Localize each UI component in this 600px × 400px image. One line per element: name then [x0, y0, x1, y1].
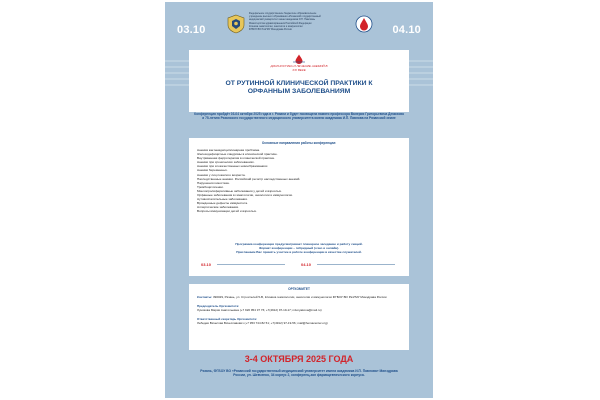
organizer-line: Федеральное государственное бюджетное образовательное: [249, 12, 317, 15]
secretary-text: Лебедев Вячеслав Вячеславович (+7 953 744 82 51; +7(4912) 97-19-56; mail@hemacenter.org): [197, 321, 328, 325]
intro-card: [189, 50, 409, 112]
contacts-label: Контакты:: [197, 295, 213, 299]
header-date-right: 04.10: [392, 24, 421, 36]
contacts-text: 390029, Рязань, ул. Строителей 5-В, Клиника гематологии, онкологии и иммунологии ФГБОУ ВО РязГМУ Минздрава России: [213, 295, 387, 299]
topics-date-right: 04.10: [301, 262, 312, 267]
topic-item: Наследственные анемии. Российский регистр наследственных анемий.: [197, 176, 301, 181]
conference-title: ОТ РУТИННОЙ КЛИНИЧЕСКОЙ ПРАКТИКИ К ОРФАННЫМ ЗАБОЛЕВАНИЯМ: [225, 80, 373, 96]
chair-label: Председатель Оргкомитета:: [197, 304, 240, 308]
event-venue: Рязань, ФГБОУ ВО «Рязанский государственный медицинский университет имени академика И.П. Павлова» Минздрава России, ул. Шевченко, 34 корпус 2, конференц-зал фармацевтического корпуса.: [200, 369, 398, 378]
clinic-logo-icon: [355, 14, 373, 34]
topics-card: [189, 138, 409, 276]
description-block: [189, 112, 409, 130]
topic-item: Миелопролиферативные заболевания у детей и взрослых.: [197, 188, 282, 193]
topic-item: Анемии у лиц пожилого возраста.: [197, 172, 246, 177]
logo-text: ДИАГНОСТИКА И ЛЕЧЕНИЕ АНЕМИЙ В XXI ВЕКЕ: [270, 64, 328, 72]
organizer-line: учреждение высшего образования «Рязанский государственный: [249, 15, 321, 19]
topic-item: Внутривенная ферротерапия в клинической практике.: [197, 156, 276, 161]
topic-item: Железодефицитные синдромы в клинической практике.: [197, 152, 278, 157]
topic-item: Анемии при хронических заболеваниях.: [197, 160, 255, 165]
secretary-label: Ответственный секретарь Оргкомитета:: [197, 317, 258, 321]
organizer-text: [249, 12, 351, 31]
topics-date-left: 03.10: [201, 262, 212, 267]
invitation-note: Приглашаем Вас принять участие в работе конференции в качестве слушателей.: [236, 250, 362, 255]
topic-item: Вопросы иммунизации детей и взрослых.: [197, 209, 257, 214]
topic-item: Тромбоцитопении.: [197, 184, 224, 189]
conference-poster: [165, 2, 433, 398]
organizer-line: медицинский университет имени академика И.П. Павлова»: [249, 18, 316, 22]
program-note: Программа конференции предусматривает пленарное заседание и работу секций.: [235, 242, 363, 246]
chair-text: Лунякова Мария Анатольевна (+7 920 954 37 76; +7(4912) 97-19-17; mlunyakova@mail.ru): [197, 308, 322, 312]
schedule-line-left: [217, 264, 285, 265]
topic-item: Врожденные дефекты иммунитета.: [197, 201, 248, 206]
schedule-line-right: [317, 264, 395, 265]
drop-logo-icon: [292, 54, 306, 64]
topic-item: Анемии при злокачественных новообразованиях.: [197, 164, 269, 169]
topics-heading: Основные направления работы конференции:: [261, 141, 337, 145]
committee-card: [189, 284, 409, 350]
format-note: Формат конференции – гибридный (очно и онлайн).: [258, 246, 340, 251]
topic-item: Анемия как междисциплинарная проблема.: [197, 148, 261, 152]
header-date-left: 03.10: [177, 24, 206, 36]
organizer-line: ФГБОУ ВО РязГМУ Минздрава России: [249, 28, 292, 32]
committee-heading: ОРГКОМИТЕТ: [288, 287, 310, 291]
topic-item: Нарушения гемостаза.: [197, 180, 230, 185]
topic-item: Аллергические заболевания.: [197, 205, 239, 210]
university-emblem-icon: [227, 14, 245, 34]
poster-header: [165, 2, 433, 46]
topic-item: Анемии беременных.: [197, 168, 228, 173]
topic-item: Орфанные заболевания в гематологии, онкологии и иммунологии.: [197, 193, 293, 198]
organizer-line: Клиника гематологии, онкологии и иммунологии: [249, 24, 303, 28]
event-dates: 3-4 ОКТЯБРЯ 2025 ГОДА: [244, 354, 354, 364]
conference-description: Конференция пройдёт 03-04 октября 2025 года в г. Рязани и будет посвящена памяти профессора Валерия Григорьевича Демихова и 75-летию Рязанского государственного медицинского университета имени академика И.П. Павлова на Рязанской земле: [194, 112, 404, 121]
organizer-line: Министерства здравоохранения Российской Федерации: [249, 21, 312, 25]
topic-item: Аутовоспалительные заболевания.: [197, 197, 248, 202]
